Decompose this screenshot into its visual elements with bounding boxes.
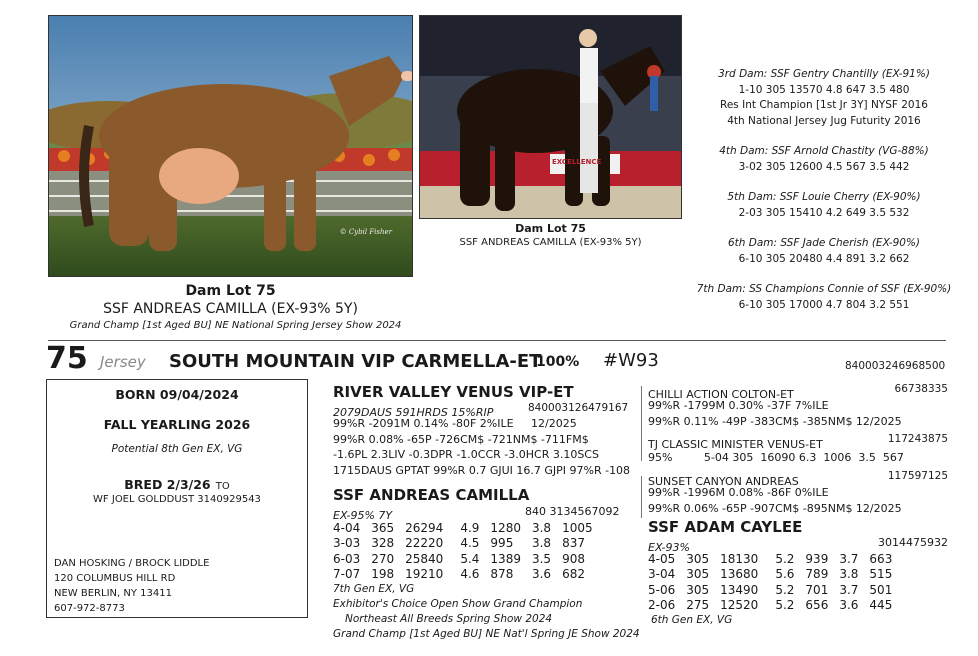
born-date: BORN 09/04/2024: [115, 387, 239, 402]
dam-note: 7th Gen EX, VG: [333, 583, 415, 595]
photo1-caption-name: SSF ANDREAS CAMILLA (EX-93% 5Y): [103, 301, 358, 317]
dam-3rd: [684, 67, 964, 129]
dam-title: 3rd Dam: SSF Gentry Chantilly (EX-91%): [718, 68, 930, 80]
dam-6th: [684, 236, 964, 267]
dam-dam-block: [648, 518, 948, 628]
dam-sire-block: [648, 470, 948, 516]
dam-4th: [684, 144, 964, 175]
dam-line-list: [684, 67, 964, 313]
dam-line: 2-03 305 15410 4.2 649 3.5 532: [738, 206, 910, 219]
bred-bull: WF JOEL GOLDDUST 3140929543: [93, 494, 261, 505]
dam-title: 4th Dam: SSF Arnold Chastity (VG-88%): [719, 145, 929, 157]
consignor-name: DAN HOSKING / BROCK LIDDLE: [54, 558, 210, 569]
dam-records-table: [333, 520, 604, 582]
dam-block: [333, 486, 643, 642]
pedigree-bracket-bottom: [641, 476, 642, 518]
sire-sire-block: [648, 383, 948, 429]
consignor-block: [54, 556, 209, 616]
dam-title: 5th Dam: SSF Louie Cherry (EX-90%): [727, 191, 921, 203]
dam-dam-records-table: [648, 551, 903, 613]
consignor-phone: 607-972-8773: [54, 603, 125, 614]
dam-dam-registration: 3014475932: [878, 536, 948, 549]
sire-dam-name: TJ CLASSIC MINISTER VENUS-ET: [648, 438, 823, 451]
section-divider: [48, 340, 946, 341]
show-ring-photo-illustration: [420, 16, 682, 219]
dam-line: 4th National Jersey Jug Futurity 2016: [727, 114, 921, 127]
photographer-credit: © Cybil Fisher: [339, 228, 392, 236]
bred-to: TO: [215, 481, 230, 492]
photo2-caption-name: SSF ANDREAS CAMILLA (EX-93% 5Y): [459, 237, 642, 248]
bred-line: [47, 474, 307, 493]
table-row: 7-07 198 19210 4.6 878 3.6 682: [333, 567, 585, 582]
sire-registration: 840003126479167: [528, 402, 629, 414]
dam-photo-main: [48, 15, 413, 277]
lot-percent: 100%: [536, 354, 580, 370]
table-row: 6-03 270 25840 5.4 1389 3.5 908: [333, 551, 585, 566]
consignor-address: 120 COLUMBUS HILL RD: [54, 573, 176, 584]
dam-title: 7th Dam: SS Champions Connie of SSF (EX-90%): [696, 283, 952, 295]
lot-breed: Jersey: [100, 353, 146, 371]
dam-sire-line: 99%R -1996M 0.08% -86F 0%ILE: [648, 486, 829, 499]
photo2-caption-title: Dam Lot 75: [515, 222, 586, 235]
sire-line: -1.6PL 2.3LIV -0.3DPR -1.0CCR -3.0HCR 3.10SCS: [333, 448, 599, 461]
pedigree-bracket-top: [641, 386, 642, 461]
dam-5th: [684, 190, 964, 221]
lot-registration: 840003246968500: [845, 360, 946, 372]
dam-dam-class: EX-93%: [648, 541, 690, 554]
info-box: [46, 379, 308, 618]
photo1-caption-award: Grand Champ [1st Aged BU] NE National Spring Jersey Show 2024: [69, 320, 402, 331]
dam-dam-note: 6th Gen EX, VG: [651, 614, 733, 626]
dam-sire-name: SUNSET CANYON ANDREAS: [648, 475, 799, 488]
sire-subline: 2079DAUS 591HRDS 15%RIP: [333, 406, 494, 419]
sire-dam-block: [648, 433, 948, 466]
lot-animal-name: SOUTH MOUNTAIN VIP CARMELLA-ET: [169, 351, 542, 372]
dam-line: 3-02 305 12600 4.5 567 3.5 442: [738, 160, 910, 173]
dam-line: 6-10 305 20480 4.4 891 3.2 662: [738, 252, 910, 265]
sire-sire-line: 99%R -1799M 0.30% -37F 7%ILE: [648, 399, 829, 412]
dam-photo-show: [419, 15, 682, 219]
table-row: 4-04 365 26294 4.9 1280 3.8 1005: [333, 520, 593, 535]
sire-dam-registration: 117243875: [887, 433, 948, 445]
dam-line: Res Int Champion [1st Jr 3Y] NYSF 2016: [720, 99, 928, 111]
sire-sire-name: CHILLI ACTION COLTON-ET: [648, 388, 794, 401]
sire-dam-line: 95% 5-04 305 16090 6.3 1006 3.5 567: [648, 451, 904, 464]
cow-photo-illustration: [49, 16, 413, 277]
dam-note: Northeast All Breeds Spring Show 2024: [345, 613, 553, 625]
lot-tag: #W93: [603, 350, 659, 371]
sire-name: RIVER VALLEY VENUS VIP-ET: [333, 383, 574, 401]
photo1-caption-title: Dam Lot 75: [185, 283, 276, 299]
sire-sire-registration: 66738335: [894, 383, 948, 395]
table-row: 2-06 275 12520 5.2 656 3.6 445: [648, 598, 893, 613]
dam-line: 1-10 305 13570 4.8 647 3.5 480: [738, 83, 910, 96]
class-label: FALL YEARLING 2026: [103, 417, 251, 432]
dam-dam-name: SSF ADAM CAYLEE: [648, 518, 803, 536]
dam-class: EX-95% 7Y: [333, 509, 393, 522]
dam-note: Exhibitor's Choice Open Show Grand Champion: [333, 598, 583, 610]
table-row: 3-03 328 22220 4.5 995 3.8 837: [333, 536, 585, 551]
consignor-city: NEW BERLIN, NY 13411: [54, 588, 172, 599]
bred-date: BRED 2/3/26: [124, 477, 211, 492]
arena-banner-text: EXCELLENCE: [552, 158, 602, 166]
table-row: 4-05 305 18130 5.2 939 3.7 663: [648, 551, 893, 566]
table-row: 5-06 305 13490 5.2 701 3.7 501: [648, 582, 893, 597]
lot-number: 75: [46, 341, 88, 376]
table-row: 3-04 305 13680 5.6 789 3.8 515: [648, 567, 893, 582]
sire-sire-line: 99%R 0.11% -49P -383CM$ -385NM$ 12/2025: [648, 414, 902, 428]
sire-block: [333, 383, 635, 478]
potential-label: Potential 8th Gen EX, VG: [111, 443, 243, 455]
dam-sire-registration: 117597125: [887, 470, 948, 482]
dam-name: SSF ANDREAS CAMILLA: [333, 486, 530, 504]
dam-7th: [684, 282, 964, 313]
dam-sire-line: 99%R 0.06% -65P -907CM$ -895NM$ 12/2025: [648, 501, 902, 515]
sire-line: 99%R 0.08% -65P -726CM$ -721NM$ -711FM$: [333, 432, 589, 446]
dam-title: 6th Dam: SSF Jade Cherish (EX-90%): [727, 237, 921, 249]
sire-line: 1715DAUS GPTAT 99%R 0.7 GJUI 16.7 GJPI 97%R -108: [333, 463, 631, 477]
dam-registration: 840 3134567092: [525, 505, 620, 518]
dam-note: Grand Champ [1st Aged BU] NE Nat'l Spring JE Show 2024: [333, 628, 640, 640]
dam-line: 6-10 305 17000 4.7 804 3.2 551: [738, 298, 910, 311]
sire-line: 99%R -2091M 0.14% -80F 2%ILE 12/2025: [333, 417, 577, 430]
